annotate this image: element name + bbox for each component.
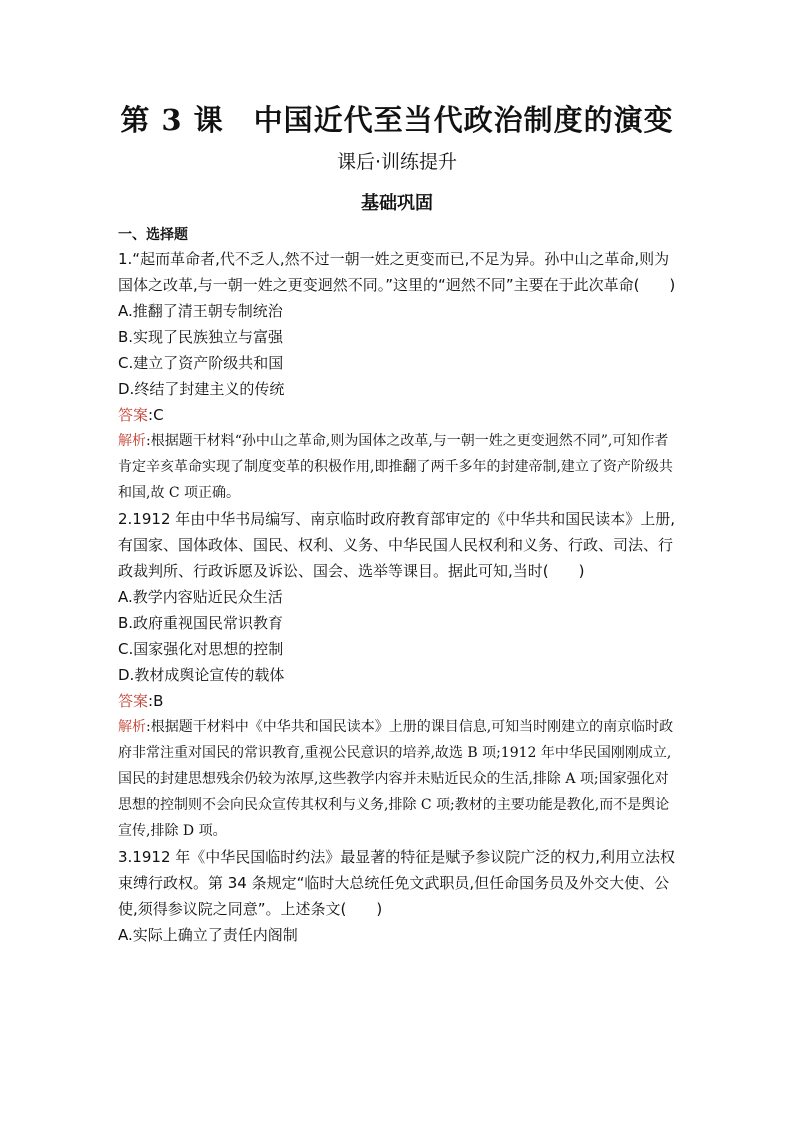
answer-label: 答案 [118, 406, 149, 424]
answer-value: :B [148, 692, 164, 710]
analysis-line [118, 714, 676, 844]
analysis-label: 解析 [118, 719, 146, 735]
subtitle: 课后·训练提升 [336, 151, 458, 173]
question-stem: 3.1912 年《中华民国临时约法》最显著的特征是赋予参议院广泛的权力,利用立法权束缚行政权。第 34 条规定“临时大总统任免文武职员,但任命国务员及外交大使、公使,须得参议院之同意”。上述条文( ) [118, 848, 676, 918]
option-c: C.国家强化对思想的控制 [118, 640, 284, 658]
answer-line [118, 402, 676, 428]
option-a: A.实际上确立了责任内阁制 [118, 926, 298, 944]
question-stem: 2.1912 年由中华书局编写、南京临时政府教育部审定的《中华共和国民读本》上册,有国家、国体政体、国民、权利、义务、中华民国人民权利和义务、行政、司法、行政裁判所、行政诉愿及诉讼、国会、选举等课目。据此可知,当时( ) [118, 510, 676, 580]
option-a: A.教学内容贴近民众生活 [118, 588, 283, 606]
option-d: D.终结了封建主义的传统 [118, 380, 285, 398]
option-d: D.教材成舆论宣传的载体 [118, 666, 285, 684]
answer-line [118, 688, 676, 714]
analysis-line [118, 428, 676, 506]
option-b: B.实现了民族独立与富强 [118, 328, 284, 346]
part-title: 一、选择题 [118, 227, 188, 243]
section-heading: 基础巩固 [361, 193, 433, 214]
option-a: A.推翻了清王朝专制统治 [118, 302, 283, 320]
analysis-text: :根据题干材料中《中华共和国民读本》上册的课目信息,可知当时刚建立的南京临时政府非常注重对国民的常识教育,重视公民意识的培养,故选 B 项;1912 年中华民国刚刚成立,国民的封建思想残余仍较为浓厚,这些教学内容并未贴近民众的生活,排除 A 项;国家强化对思想的控制则不会向民众宣传其权利与义务,排除 C 项;教材的主要功能是教化,而不是舆论宣传,排除 D 项。 [118, 719, 674, 839]
question-1 [118, 246, 676, 506]
analysis-label: 解析 [118, 433, 146, 449]
question-2 [118, 506, 676, 844]
document-page [118, 96, 676, 948]
question-stem: 1.“起而革命者,代不乏人,然不过一朝一姓之更变而已,不足为异。孙中山之革命,则为国体之改革,与一朝一姓之更变迥然不同。”这里的“迥然不同”主要在于此次革命( ) [118, 250, 676, 294]
analysis-text: :根据题干材料“孙中山之革命,则为国体之改革,与一朝一姓之更变迥然不同”,可知作者肯定辛亥革命实现了制度变革的积极作用,即推翻了两千多年的封建帝制,建立了资产阶级共和国,故 C 项正确。 [118, 433, 673, 501]
answer-value: :C [148, 406, 164, 424]
question-3 [118, 844, 676, 948]
lesson-title: 第 3 课 中国近代至当代政治制度的演变 [120, 103, 674, 137]
answer-label: 答案 [118, 692, 149, 710]
option-c: C.建立了资产阶级共和国 [118, 354, 284, 372]
option-b: B.政府重视国民常识教育 [118, 614, 284, 632]
